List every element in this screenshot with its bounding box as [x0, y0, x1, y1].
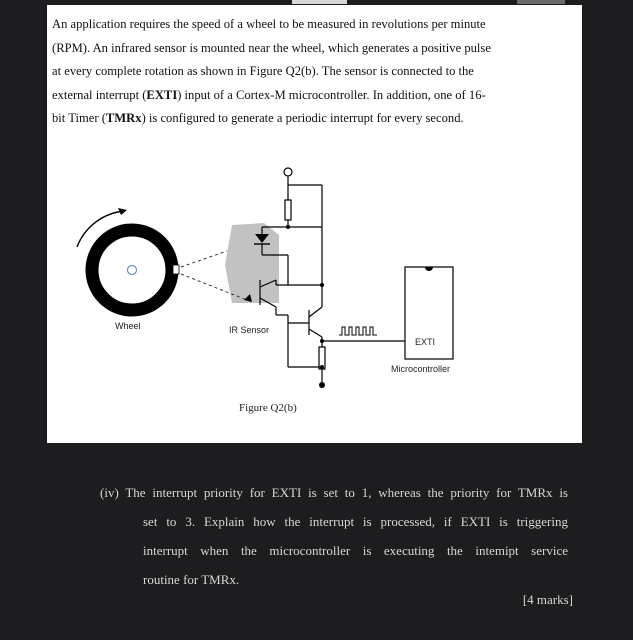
- question-card: [47, 5, 582, 443]
- question-line: set to 3. Explain how the interrupt is processed, if EXTI is triggering: [143, 514, 568, 529]
- microcontroller-label: Microcontroller: [391, 364, 451, 374]
- exti-label: EXTI: [415, 337, 436, 347]
- wheel-drawing: [77, 208, 179, 331]
- circuit-wires: [260, 177, 419, 385]
- top-edge-fragment-2: [517, 0, 565, 4]
- question-iv: [100, 478, 568, 594]
- statement-line: bit Timer (TMRx) is configured to generate a periodic interrupt for every second.: [52, 111, 464, 126]
- statement-line: An application requires the speed of a wheel to be measured in revolutions per minute: [52, 17, 486, 31]
- question-line: routine for TMRx.: [143, 572, 240, 587]
- statement-line: (RPM). An infrared sensor is mounted near the wheel, which generates a positive pulse: [52, 40, 491, 55]
- marks-label: [4 marks]: [522, 592, 573, 607]
- statement-line: external interrupt (EXTI) input of a Cortex-M microcontroller. In addition, one of 16-: [52, 87, 486, 102]
- microcontroller-chip: [391, 267, 453, 374]
- question-line: interrupt when the microcontroller is executing the intemipt service: [143, 543, 568, 558]
- top-edge-fragment: [292, 0, 347, 4]
- wheel-label: Wheel: [115, 321, 141, 331]
- figure-q2b: [47, 155, 582, 435]
- figure-caption: Figure Q2(b): [239, 402, 297, 414]
- statement-line: at every complete rotation as shown in Figure Q2(b). The sensor is connected to the: [52, 64, 474, 79]
- pulse-train: [339, 327, 377, 335]
- problem-statement: [52, 13, 577, 131]
- ir-sensor-body: [225, 223, 279, 303]
- question-line: (iv) The interrupt priority for EXTI is set to 1, whereas the priority for TMRx is: [100, 485, 568, 500]
- question-body: [100, 507, 568, 594]
- ir-sensor-label: IR Sensor: [229, 325, 270, 335]
